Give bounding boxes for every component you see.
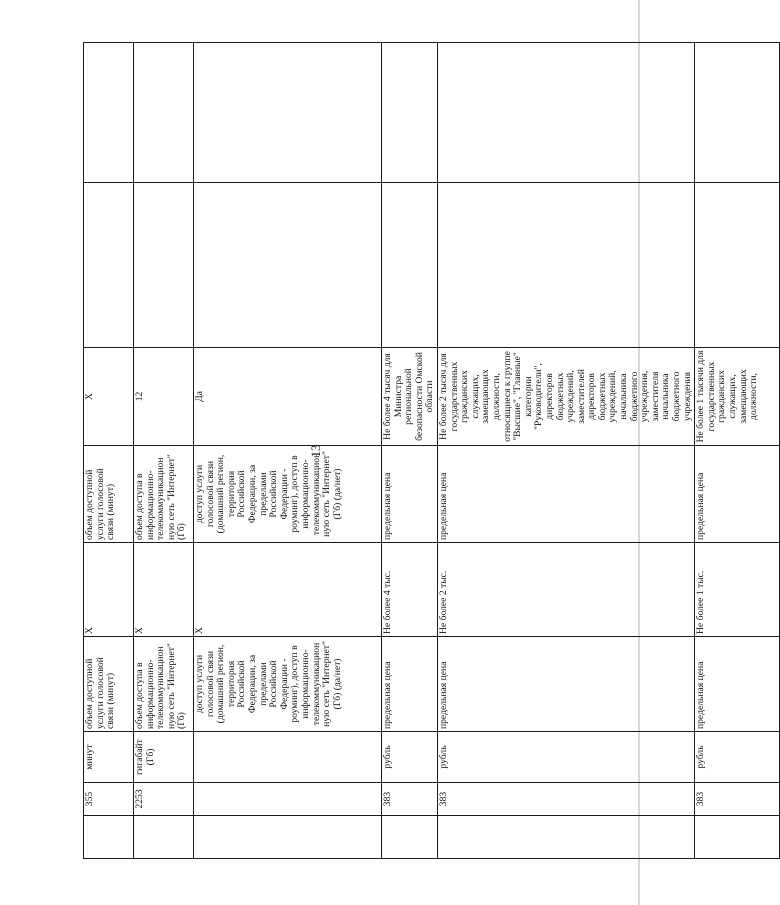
blank-cell <box>382 43 438 183</box>
table-row <box>437 43 694 859</box>
characteristic-cell: предельная цена <box>695 446 780 543</box>
characteristic-cell: предельная цена <box>437 637 694 732</box>
unit-cell: гигабайт (Гб) <box>134 732 194 783</box>
blank-cell <box>194 43 382 183</box>
code-cell <box>194 783 382 816</box>
rotated-table-frame <box>83 43 760 859</box>
characteristic-cell: доступ услуги голосовой связи (домашний регион, территория Российской Федерации, за пределами Российской Федерации - роуминг), доступ в информационно-телекоммуникацион ную сеть "Интернет" (Гб) (да/нет) <box>194 637 382 732</box>
blank-cell <box>695 816 780 859</box>
blank-cell <box>437 183 694 348</box>
value-cell: X <box>134 543 194 637</box>
value-cell: X <box>194 543 382 637</box>
blank-cell <box>382 183 438 348</box>
value-cell: Не более 2 тыс. <box>437 543 694 637</box>
code-cell: 383 <box>437 783 694 816</box>
blank-cell <box>84 183 134 348</box>
characteristic-cell: объем доступной услуги голосовой связи (минут) <box>84 637 134 732</box>
blank-cell <box>84 43 134 183</box>
characteristic-cell: объем доступа в информационно-телекоммуникацион ную сеть "Интернет" (Гб) <box>134 446 194 543</box>
blank-cell <box>695 43 780 183</box>
table-row <box>695 43 780 859</box>
characteristic-cell: объем доступной услуги голосовой связи (минут) <box>84 446 134 543</box>
value-cell: Не более 4 тыс. <box>382 543 438 637</box>
value-cell: Не более 1 тысячи для государственных гражданских служащих, замещающих должности, <box>695 348 780 446</box>
unit-cell: рубль <box>695 732 780 783</box>
unit-cell <box>194 732 382 783</box>
table-row <box>134 43 194 859</box>
value-cell: Не более 4 тысяч для Министра региональной безопасности Омской области <box>382 348 438 446</box>
characteristic-cell: объем доступа в информационно-телекоммуникацион ную сеть "Интернет" (Гб) <box>134 637 194 732</box>
blank-cell <box>134 183 194 348</box>
code-cell: 2253 <box>134 783 194 816</box>
blank-cell <box>437 43 694 183</box>
characteristic-cell: предельная цена <box>695 637 780 732</box>
value-cell: 12 <box>134 348 194 446</box>
value-cell: Не более 1 тыс. <box>695 543 780 637</box>
characteristic-cell: предельная цена <box>437 446 694 543</box>
code-cell: 383 <box>382 783 438 816</box>
table-sheet <box>83 43 760 859</box>
blank-cell <box>382 816 438 859</box>
table-row <box>194 43 382 859</box>
value-cell: X <box>84 348 134 446</box>
blank-cell <box>134 816 194 859</box>
characteristic-cell: предельная цена <box>382 446 438 543</box>
blank-cell <box>437 816 694 859</box>
table-row <box>382 43 438 859</box>
characteristic-cell: доступ услуги голосовой связи (домашний регион, территория Российской Федерации, за пределами Российской Федерации - роуминг), доступ в информационно-телекоммуникацион ную сеть "Интернет" (Гб) (да/нет) <box>194 446 382 543</box>
value-cell: Да <box>194 348 382 446</box>
blank-cell <box>194 183 382 348</box>
characteristic-cell: предельная цена <box>382 637 438 732</box>
blank-cell <box>134 43 194 183</box>
value-cell: X <box>84 543 134 637</box>
code-cell: 355 <box>84 783 134 816</box>
blank-cell <box>194 816 382 859</box>
value-cell: Не более 2 тысяч для государственных гражданских служащих, замещающих должности, относящиеся к группе "Высшие", "Главные" категории "Руководители", директоров бюджетных учреждений, заместителей директоров бюджетных учреждений, начальника бюджетного учреждения, заместителя начальника бюджетного учреждения <box>437 348 694 446</box>
blank-cell <box>84 816 134 859</box>
table-row <box>84 43 134 859</box>
blank-cell <box>695 183 780 348</box>
code-cell: 383 <box>695 783 780 816</box>
requirements-table <box>83 42 780 859</box>
unit-cell: минут <box>84 732 134 783</box>
unit-cell: рубль <box>437 732 694 783</box>
page-number: 13 <box>308 444 323 458</box>
unit-cell: рубль <box>382 732 438 783</box>
